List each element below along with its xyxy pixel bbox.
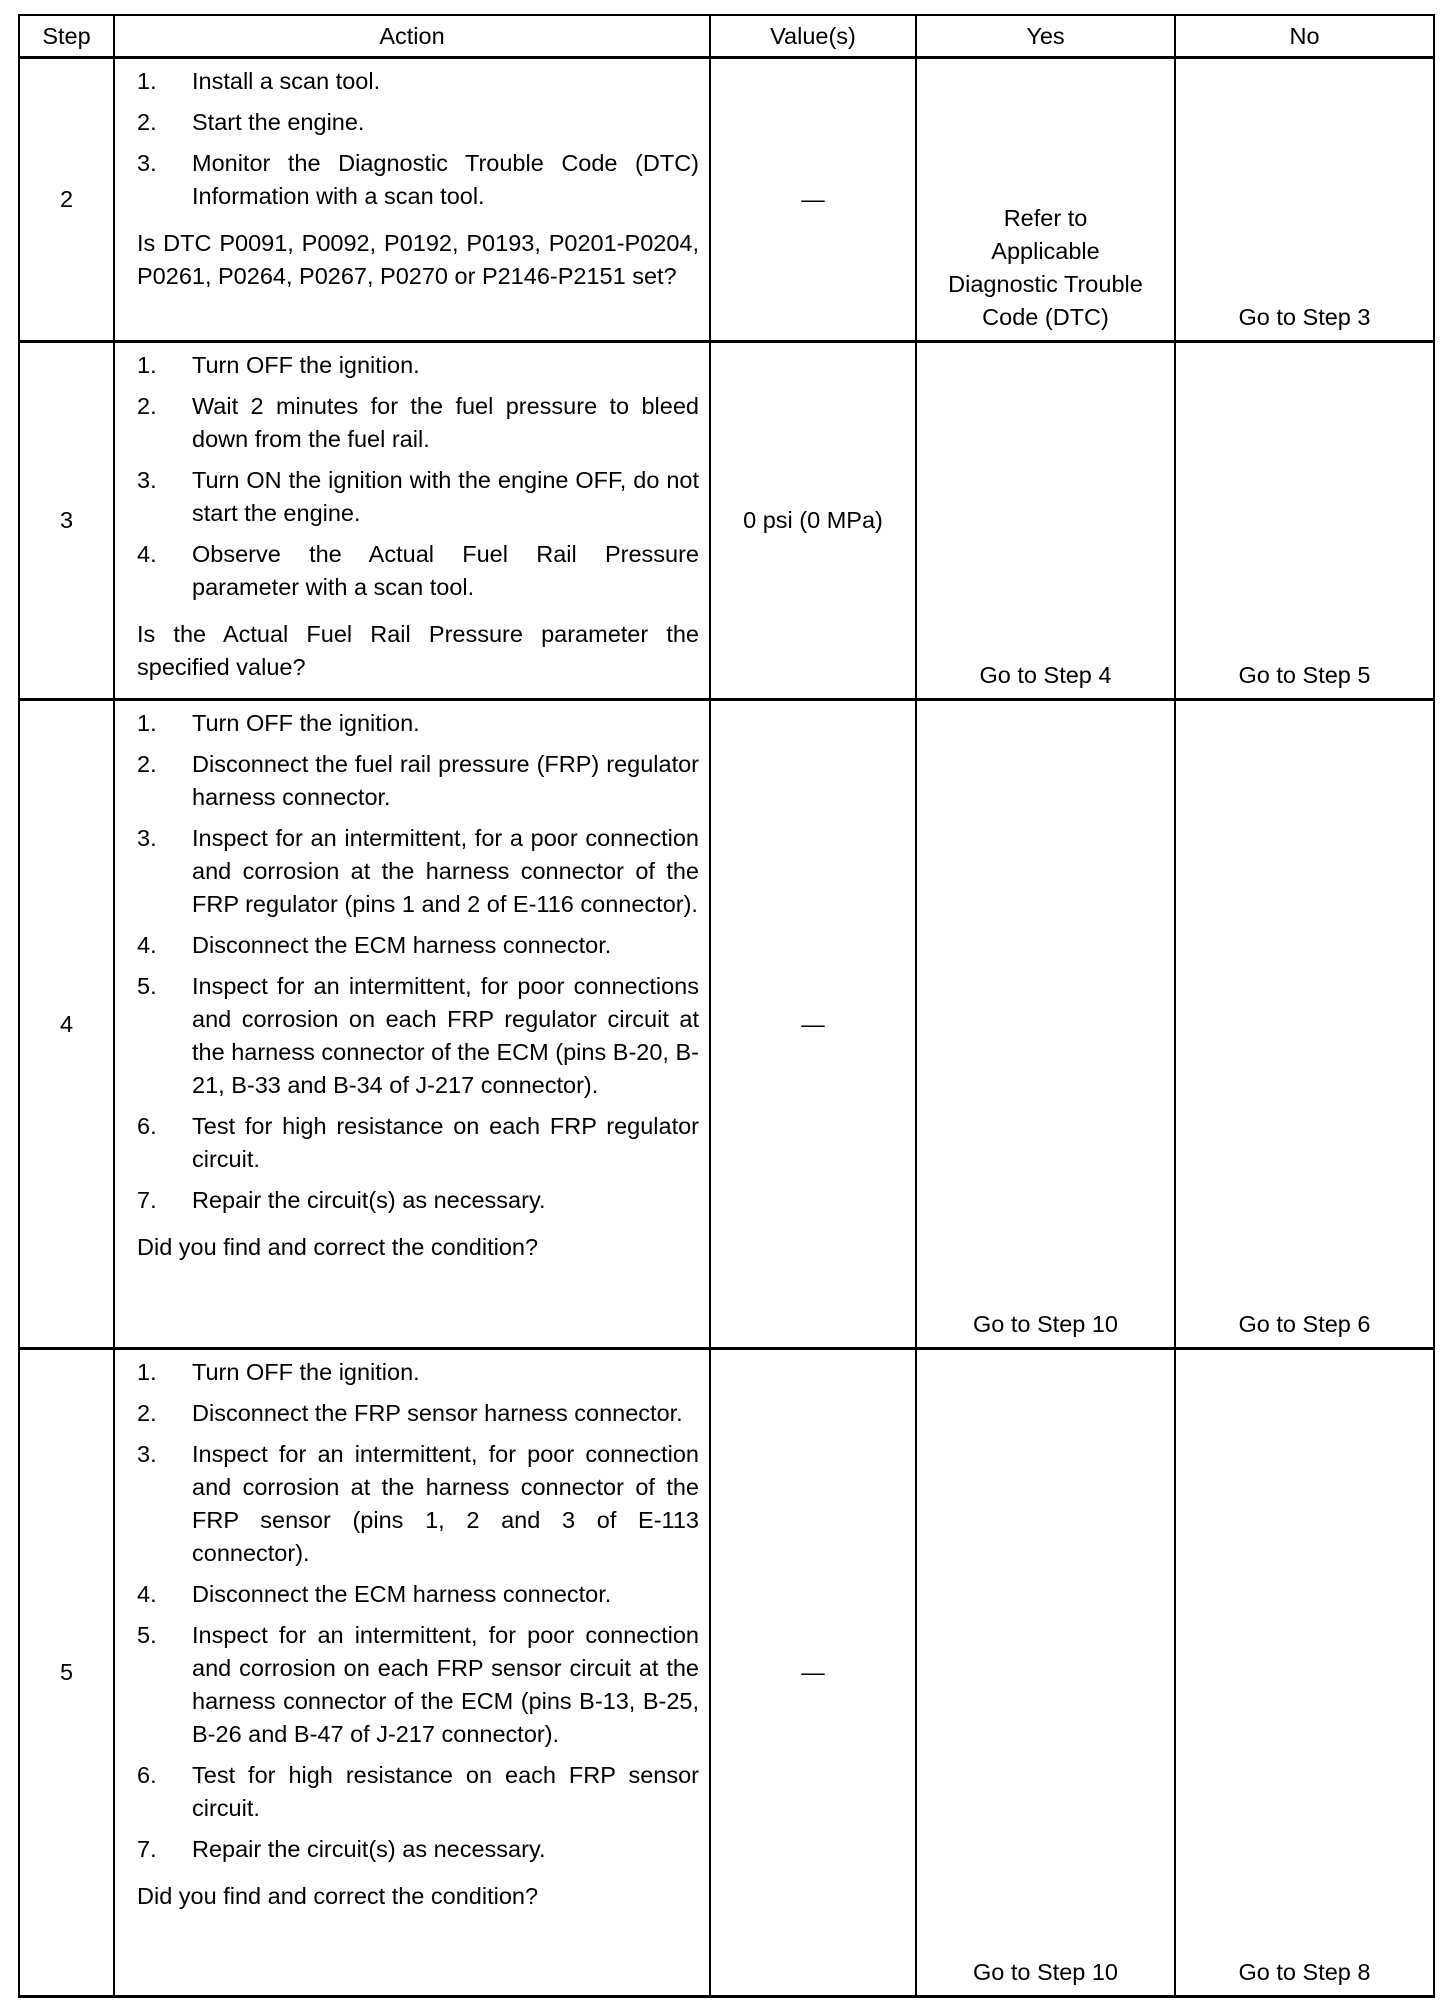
item-text: Repair the circuit(s) as necessary. <box>192 1836 546 1862</box>
value-cell: — <box>710 58 916 342</box>
table-row <box>19 1349 1434 1997</box>
action-item <box>137 349 699 382</box>
item-text: Wait 2 minutes for the fuel pressure to bleed down from the fuel rail. <box>192 393 699 452</box>
action-cell <box>114 1349 710 1997</box>
item-number: 5. <box>137 973 157 999</box>
item-number: 1. <box>137 710 157 736</box>
action-item <box>137 464 699 530</box>
action-cell <box>114 700 710 1349</box>
table-row <box>19 342 1434 700</box>
item-text: Inspect for an intermittent, for poor connections and corrosion on each FRP regulator circuit at the harness connector of the ECM (pins B-20, B-21, B-33 and B-34 of J-217 connector). <box>192 973 699 1098</box>
item-number: 4. <box>137 932 157 958</box>
table-row <box>19 700 1434 1349</box>
action-item <box>137 1619 699 1751</box>
item-text: Observe the Actual Fuel Rail Pressure parameter with a scan tool. <box>192 541 699 600</box>
item-number: 3. <box>137 150 157 176</box>
item-number: 1. <box>137 68 157 94</box>
header-values: Value(s) <box>710 15 916 58</box>
item-number: 2. <box>137 1400 157 1426</box>
no-cell: Go to Step 5 <box>1175 342 1434 700</box>
action-item <box>137 970 699 1102</box>
item-text: Inspect for an intermittent, for poor connection and corrosion on each FRP sensor circuit at the harness connector of the ECM (pins B-13, B-25, B-26 and B-47 of J-217 connector). <box>192 1622 699 1747</box>
action-item <box>137 1184 699 1217</box>
header-no: No <box>1175 15 1434 58</box>
item-number: 6. <box>137 1113 157 1139</box>
item-text: Inspect for an intermittent, for poor connection and corrosion at the harness connector of the FRP sensor (pins 1, 2 and 3 of E-113 connector). <box>192 1441 699 1566</box>
item-number: 3. <box>137 1441 157 1467</box>
yes-cell: Go to Step 4 <box>916 342 1175 700</box>
step-number: 4 <box>19 700 114 1349</box>
action-item <box>137 822 699 921</box>
step-number: 3 <box>19 342 114 700</box>
item-number: 7. <box>137 1187 157 1213</box>
item-text: Turn OFF the ignition. <box>192 352 420 378</box>
item-number: 1. <box>137 1359 157 1385</box>
item-text: Install a scan tool. <box>192 68 381 94</box>
action-item <box>137 65 699 98</box>
item-number: 2. <box>137 393 157 419</box>
item-number: 1. <box>137 352 157 378</box>
item-number: 3. <box>137 825 157 851</box>
header-row <box>19 15 1434 58</box>
item-text: Start the engine. <box>192 109 365 135</box>
action-item <box>137 748 699 814</box>
item-number: 2. <box>137 751 157 777</box>
no-cell: Go to Step 8 <box>1175 1349 1434 1997</box>
action-cell <box>114 58 710 342</box>
step-number: 5 <box>19 1349 114 1997</box>
item-text: Turn OFF the ignition. <box>192 1359 420 1385</box>
no-cell: Go to Step 3 <box>1175 58 1434 342</box>
action-item <box>137 707 699 740</box>
item-number: 7. <box>137 1836 157 1862</box>
action-item <box>137 390 699 456</box>
action-item <box>137 1110 699 1176</box>
no-cell: Go to Step 6 <box>1175 700 1434 1349</box>
action-item <box>137 1578 699 1611</box>
item-text: Disconnect the ECM harness connector. <box>192 1581 612 1607</box>
action-item <box>137 147 699 213</box>
value-cell: — <box>710 1349 916 1997</box>
item-text: Turn ON the ignition with the engine OFF, do not start the engine. <box>192 467 699 526</box>
item-number: 4. <box>137 1581 157 1607</box>
header-step: Step <box>19 15 114 58</box>
item-number: 3. <box>137 467 157 493</box>
header-action: Action <box>114 15 710 58</box>
diagnostic-table <box>18 14 1435 1998</box>
yes-cell: Go to Step 10 <box>916 700 1175 1349</box>
question: Did you find and correct the condition? <box>137 1883 539 1909</box>
item-text: Repair the circuit(s) as necessary. <box>192 1187 546 1213</box>
yes-cell: Go to Step 10 <box>916 1349 1175 1997</box>
item-number: 2. <box>137 109 157 135</box>
item-text: Test for high resistance on each FRP regulator circuit. <box>192 1113 699 1172</box>
item-number: 6. <box>137 1762 157 1788</box>
item-text: Inspect for an intermittent, for a poor connection and corrosion at the harness connector of the FRP regulator (pins 1 and 2 of E-116 connector). <box>192 825 699 917</box>
item-text: Disconnect the ECM harness connector. <box>192 932 612 958</box>
question: Did you find and correct the condition? <box>137 1234 539 1260</box>
action-item <box>137 1833 699 1866</box>
item-number: 4. <box>137 541 157 567</box>
action-item <box>137 106 699 139</box>
action-item <box>137 538 699 604</box>
item-text: Turn OFF the ignition. <box>192 710 420 736</box>
action-cell <box>114 342 710 700</box>
item-text: Monitor the Diagnostic Trouble Code (DTC) Information with a scan tool. <box>192 150 699 209</box>
header-yes: Yes <box>916 15 1175 58</box>
item-number: 5. <box>137 1622 157 1648</box>
table-row <box>19 58 1434 342</box>
value-cell: 0 psi (0 MPa) <box>710 342 916 700</box>
value-cell: — <box>710 700 916 1349</box>
action-item <box>137 929 699 962</box>
item-text: Test for high resistance on each FRP sensor circuit. <box>192 1762 699 1821</box>
action-item <box>137 1438 699 1570</box>
action-item <box>137 1356 699 1389</box>
item-text: Disconnect the FRP sensor harness connector. <box>192 1400 683 1426</box>
yes-cell: Refer to Applicable Diagnostic Trouble Code (DTC) <box>916 58 1175 342</box>
action-item <box>137 1759 699 1825</box>
step-number: 2 <box>19 58 114 342</box>
action-item <box>137 1397 699 1430</box>
question: Is the Actual Fuel Rail Pressure parameter the specified value? <box>137 621 699 680</box>
question: Is DTC P0091, P0092, P0192, P0193, P0201-P0204, P0261, P0264, P0267, P0270 or P2146-P2151 set? <box>137 230 699 289</box>
item-text: Disconnect the fuel rail pressure (FRP) regulator harness connector. <box>192 751 699 810</box>
